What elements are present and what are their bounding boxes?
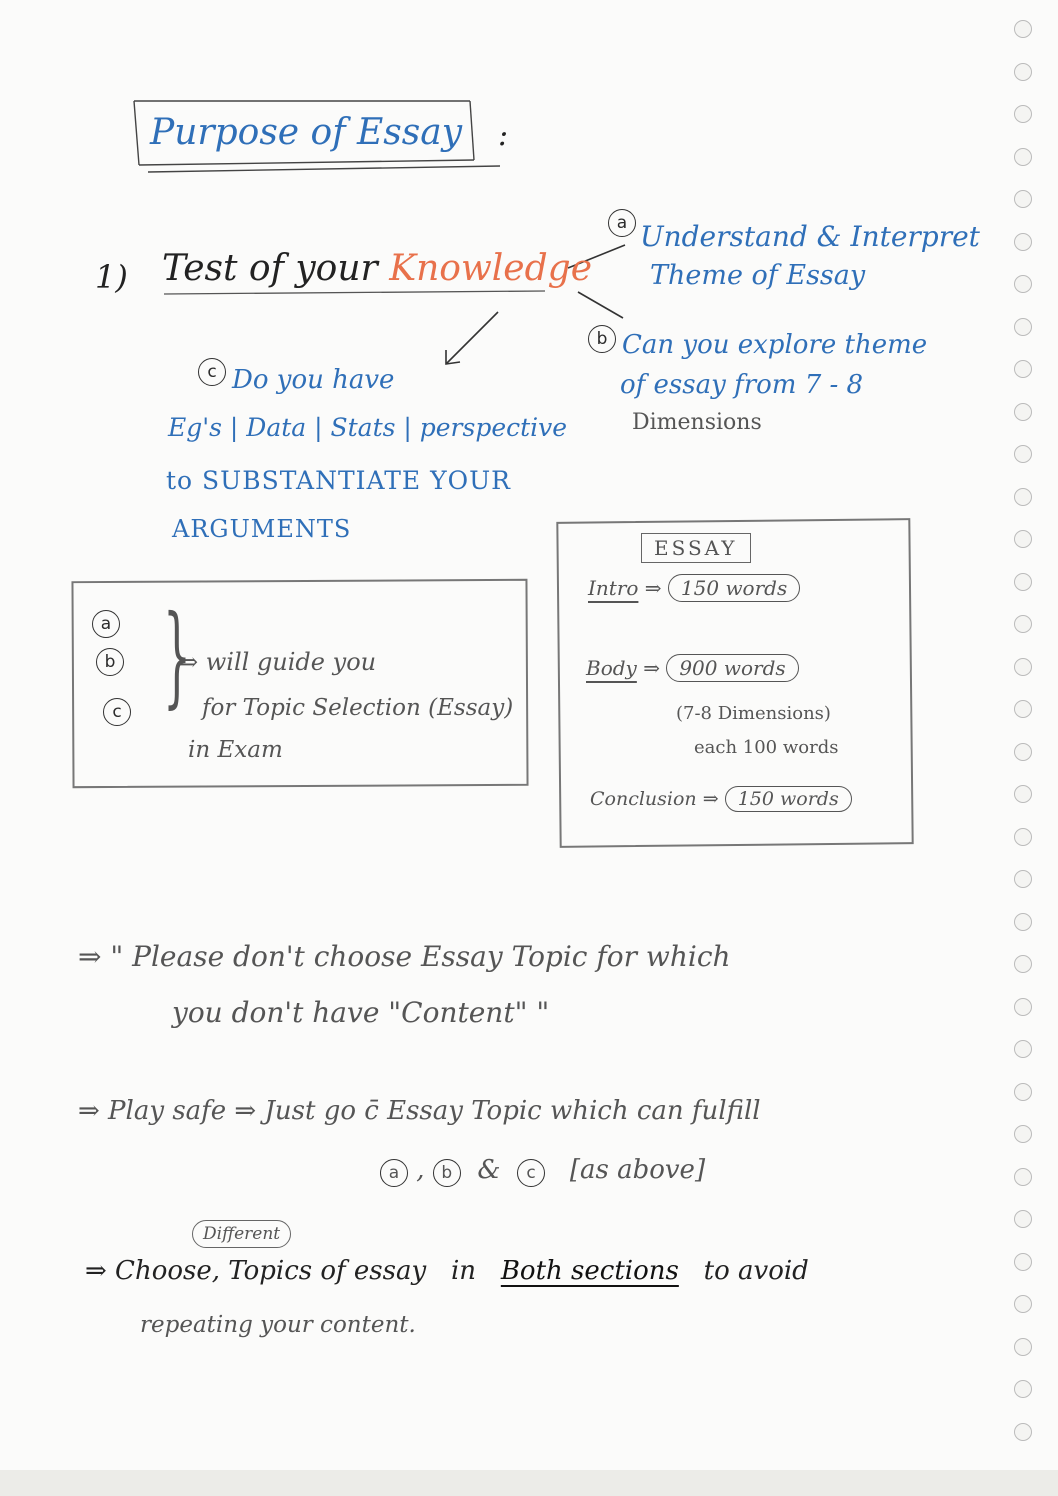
binding-hole: [1014, 658, 1032, 676]
binding-hole: [1014, 360, 1032, 378]
binding-hole: [1014, 233, 1032, 251]
note3-choose: ⇒ Choose, Topics of essay: [85, 1256, 427, 1286]
binding-hole: [1014, 1083, 1032, 1101]
note2-line2: [380, 1155, 705, 1187]
essay-heading: ESSAY: [641, 533, 751, 563]
body-row: [586, 654, 799, 682]
guide-marker-a: a: [92, 610, 120, 638]
binding-hole: [1014, 870, 1032, 888]
branch-a: [608, 205, 636, 237]
binding-hole: [1014, 1168, 1032, 1186]
binding-hole: [1014, 615, 1032, 633]
binding-hole: [1014, 445, 1032, 463]
intro-arrow: ⇒: [644, 576, 662, 600]
branch-c-line2: Eg's | Data | Stats | perspective: [168, 413, 568, 442]
binding-hole: [1014, 785, 1032, 803]
intro-label: Intro: [588, 576, 639, 600]
note3-to-avoid: to avoid: [703, 1256, 809, 1286]
point-text-prefix: Test of your: [162, 248, 378, 289]
guide-marker-c: c: [103, 698, 131, 726]
guide-marker-b: b: [96, 648, 124, 676]
branch-c-line3: to SUBSTANTIATE YOUR: [166, 466, 511, 495]
binding-hole: [1014, 913, 1032, 931]
binding-hole: [1014, 190, 1032, 208]
body-label: Body: [586, 656, 637, 680]
branch-a-line2: Theme of Essay: [650, 260, 866, 291]
binding-hole: [1014, 318, 1032, 336]
note2-comma: ,: [416, 1155, 425, 1185]
note3-in: in: [450, 1256, 477, 1286]
binding-hole: [1014, 1210, 1032, 1228]
binding-hole: [1014, 1380, 1032, 1398]
body-note2: each 100 words: [694, 737, 839, 758]
title-colon: :: [498, 118, 509, 153]
guide-line3: in Exam: [188, 737, 283, 763]
binding-hole: [1014, 20, 1032, 38]
marker-b: b: [588, 325, 616, 353]
intro-value: 150 words: [668, 574, 800, 602]
note2-marker-a: a: [380, 1159, 408, 1187]
note3-annotation: Different: [192, 1220, 291, 1248]
spiral-binding: [1014, 20, 1034, 1465]
point-text: [162, 248, 592, 289]
intro-row: [588, 574, 800, 602]
binding-hole: [1014, 828, 1032, 846]
note3-line2: repeating your content.: [140, 1312, 416, 1338]
branch-c-line1: Do you have: [232, 365, 395, 395]
note3-both-sections: Both sections: [500, 1256, 679, 1286]
binding-hole: [1014, 1423, 1032, 1441]
conclusion-label: Conclusion: [590, 788, 697, 810]
branch-b-line2: of essay from 7 - 8: [620, 370, 864, 400]
branch-b: [588, 325, 616, 353]
binding-hole: [1014, 275, 1032, 293]
binding-hole: [1014, 148, 1032, 166]
binding-hole: [1014, 700, 1032, 718]
binding-hole: [1014, 955, 1032, 973]
binding-hole: [1014, 403, 1032, 421]
binding-hole: [1014, 488, 1032, 506]
binding-hole: [1014, 1253, 1032, 1271]
note2-and: &: [477, 1155, 501, 1185]
conclusion-arrow: ⇒: [702, 788, 719, 810]
guide-line2: for Topic Selection (Essay): [202, 695, 514, 721]
binding-hole: [1014, 105, 1032, 123]
binding-hole: [1014, 998, 1032, 1016]
note1-line1: ⇒ " Please don't choose Essay Topic for which: [78, 940, 731, 973]
conclusion-value: 150 words: [725, 786, 852, 812]
note3-line1: [85, 1256, 809, 1286]
branch-b-line1: Can you explore theme: [622, 330, 928, 360]
binding-hole: [1014, 530, 1032, 548]
binding-hole: [1014, 63, 1032, 81]
branch-a-line1: Understand & Interpret: [640, 220, 980, 253]
binding-hole: [1014, 1338, 1032, 1356]
branch-c-line4: ARGUMENTS: [172, 515, 352, 543]
note2-line1: ⇒ Play safe ⇒ Just go c̄ Essay Topic which can fulfill: [78, 1096, 761, 1126]
binding-hole: [1014, 573, 1032, 591]
conclusion-row: [590, 786, 852, 812]
note1-line2: you don't have "Content" ": [172, 996, 550, 1029]
body-note1: (7-8 Dimensions): [676, 703, 831, 724]
point-number: 1): [95, 258, 128, 296]
note2-marker-c: c: [517, 1159, 545, 1187]
branch-c: [198, 358, 226, 386]
branch-b-line3: Dimensions: [632, 410, 762, 435]
note2-tail: [as above]: [569, 1155, 706, 1185]
marker-c: c: [198, 358, 226, 386]
binding-hole: [1014, 743, 1032, 761]
binding-hole: [1014, 1295, 1032, 1313]
page-title: Purpose of Essay: [150, 112, 463, 153]
body-arrow: ⇒: [643, 656, 660, 680]
page-bottom-edge: [0, 1470, 1058, 1496]
binding-hole: [1014, 1125, 1032, 1143]
point-text-highlight: Knowledge: [389, 248, 592, 289]
marker-a: a: [608, 209, 636, 237]
body-value: 900 words: [666, 654, 798, 682]
binding-hole: [1014, 1040, 1032, 1058]
guide-box: [71, 579, 528, 788]
guide-brace: }: [163, 591, 191, 719]
guide-line1: ⇒ will guide you: [178, 648, 377, 676]
note2-marker-b: b: [433, 1159, 461, 1187]
